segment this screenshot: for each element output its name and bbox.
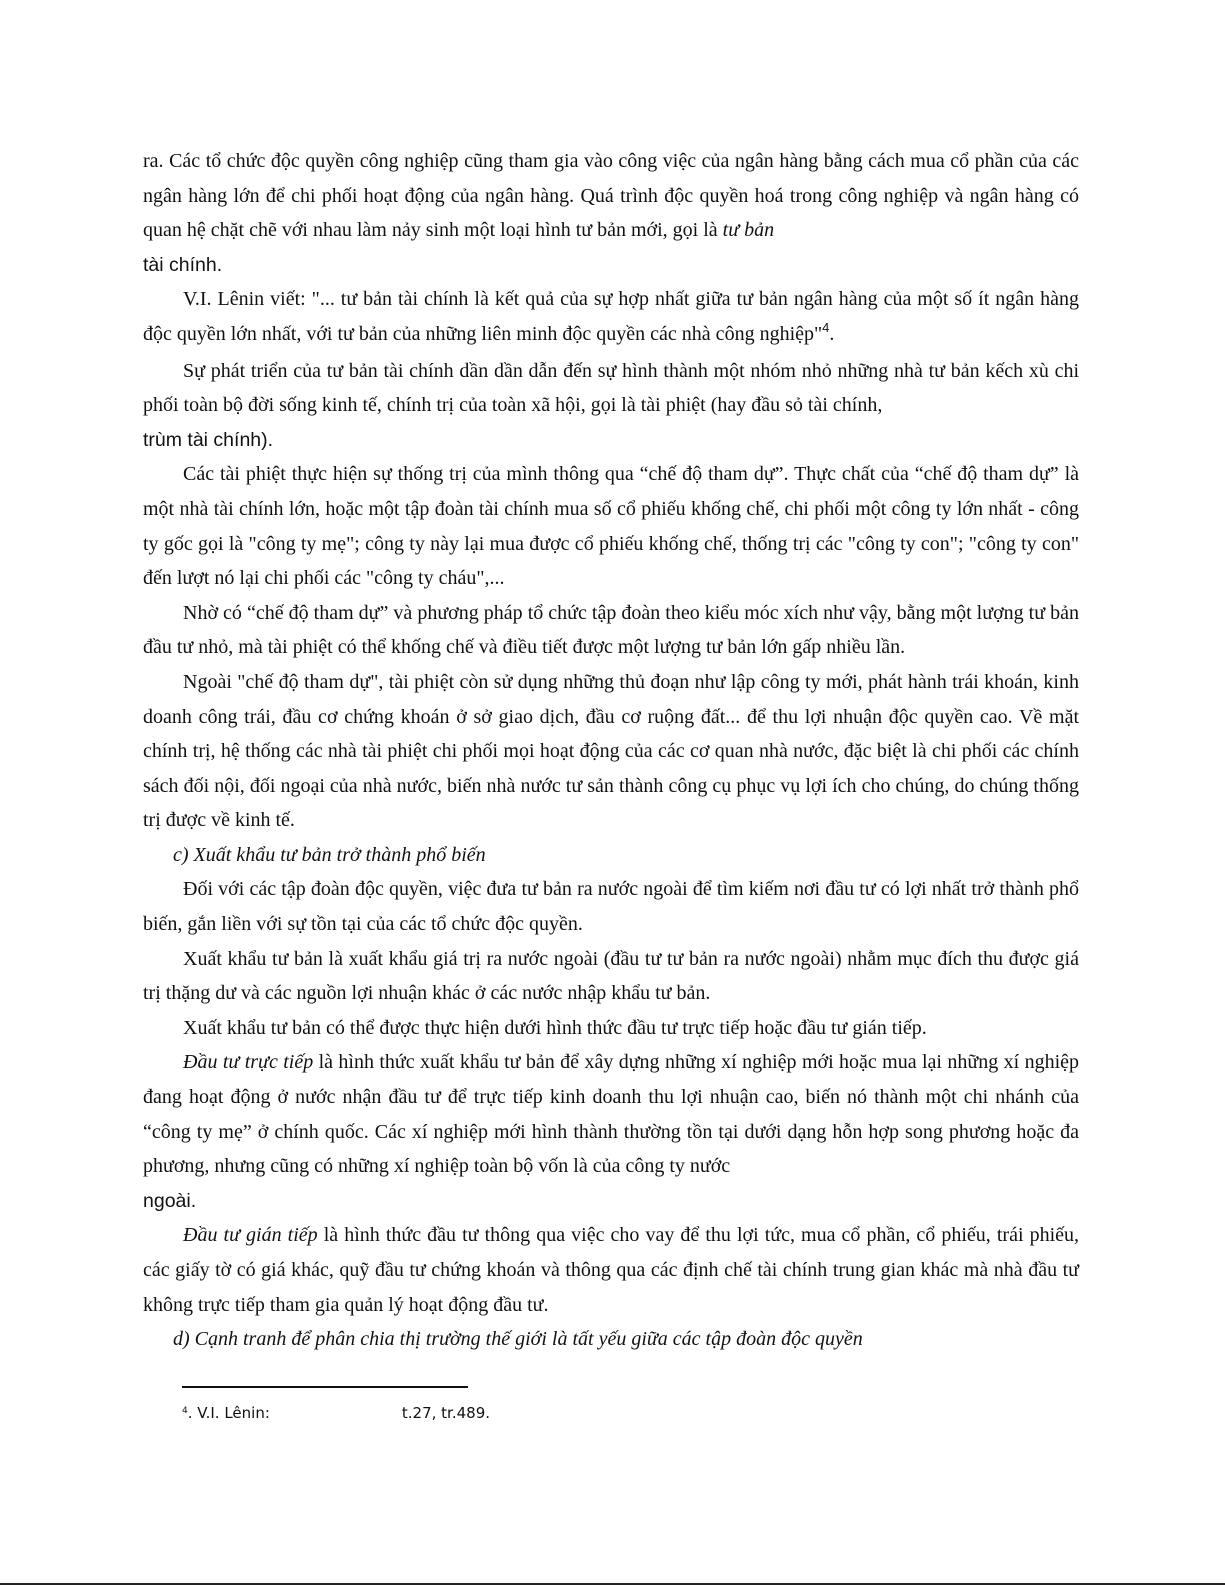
paragraph-7: Đối với các tập đoàn độc quyền, việc đưa tư bản ra nước ngoài để tìm kiếm nơi đầu tư có lợi nhất trở thành phổ biến, gắn liền với sự tồn tại của các tổ chức độc quyền. [143,878,1079,936]
paragraph-1: ra. Các tổ chức độc quyền công nghiệp cũng tham gia vào công việc của ngân hàng bằng cách mua cổ phần của các ngân hàng lớn để chi phối hoạt động của ngân hàng. Quá trình độc quyền hoá trong công nghiệp và ngân hàng có quan hệ chặt chẽ với nhau làm nảy sinh một loại hình tư bản mới, gọi là tư bản tài chính. [143,150,1079,276]
paragraph-8: Xuất khẩu tư bản là xuất khẩu giá trị ra nước ngoài (đầu tư tư bản ra nước ngoài) nhằm mục đích thu được giá trị thặng dư và các nguồn lợi nhuận khác ở các nước nhập khẩu tư bản. [143,947,1079,1005]
paragraph-5: Nhờ có “chế độ tham dự” và phương pháp tổ chức tập đoàn theo kiểu móc xích như vậy, bằng một lượng tư bản đầu tư nhỏ, mà tài phiệt có thể khống chế và điều tiết được một lượng tư bản lớn gấp nhiều lần. [143,601,1079,659]
paragraph-6: Ngoài "chế độ tham dự", tài phiệt còn sử dụng những thủ đoạn như lập công ty mới, phát hành trái khoán, kinh doanh công trái, đầu cơ chứng khoán ở sở giao dịch, đầu cơ ruộng đất... để thu lợi nhuận độc quyền cao. Về mặt chính trị, hệ thống các nhà tài phiệt chi phối mọi hoạt động của các cơ quan nhà nước, đặc biệt là chi phối các chính sách đối nội, đối ngoại của nhà nước, biến nhà nước tư sản thành công cụ phục vụ lợi ích cho chúng, do chúng thống trị được về kinh tế. [143,670,1079,832]
footnote [182,1402,782,1427]
paragraph-3: Sự phát triển của tư bản tài chính dần dần dẫn đến sự hình thành một nhóm nhỏ những nhà tư bản kếch xù chi phối toàn bộ đời sống kinh tế, chính trị của toàn xã hội, gọi là tài phiệt (hay đầu sỏ tài chính, trùm tài chính). [143,359,1079,451]
footnote-author: . V.I. Lênin: [187,1404,270,1422]
footnote-ref-text: t.27, tr.489. [401,1404,491,1422]
term-indirect-investment: Đầu tư gián tiếp [183,1224,318,1247]
heading-c: c) Xuất khẩu tư bản trở thành phổ biến [173,843,486,866]
footnote-mark: 4 [182,1406,188,1416]
document-body [143,144,1079,1357]
term-direct-investment: Đầu tư trực tiếp [183,1051,314,1074]
term-finance-capital: tư bản [722,219,775,242]
footnote-ref[interactable]: 4 [822,319,830,335]
heading-d: d) Cạnh tranh để phân chia thị trường thế giới là tất yếu giữa các tập đoàn độc quyền [173,1328,863,1351]
paragraph-9: Xuất khẩu tư bản có thể được thực hiện dưới hình thức đầu tư trực tiếp hoặc đầu tư gián tiếp. [183,1016,927,1039]
paragraph-10: Đầu tư trực tiếp là hình thức xuất khẩu tư bản để xây dựng những xí nghiệp mới hoặc mua lại những xí nghiệp đang hoạt động ở nước nhận đầu tư để trực tiếp kinh doanh thu lợi nhuận cao, biến nó thành một chi nhánh của “công ty mẹ” ở chính quốc. Các xí nghiệp mới hình thành thường tồn tại dưới dạng hỗn hợp song phương hoặc đa phương, nhưng cũng có những xí nghiệp toàn bộ vốn là của công ty nước ngoài. [143,1051,1079,1212]
paragraph-lenin-quote: V.I. Lênin viết: "... tư bản tài chính là kết quả của sự hợp nhất giữa tư bản ngân hàng của một số ít ngân hàng độc quyền lớn nhất, với tư bản của những liên minh độc quyền các nhà công nghiệp"$^4$. [143,288,1079,345]
paragraph-11: Đầu tư gián tiếp là hình thức đầu tư thông qua việc cho vay để thu lợi tức, mua cổ phần, cổ phiếu, trái phiếu, các giấy tờ có giá khác, quỹ đầu tư chứng khoán và thông qua các định chế tài chính trung gian khác mà nhà đầu tư không trực tiếp tham gia quản lý hoạt động đầu tư. [143,1224,1079,1316]
paragraph-4: Các tài phiệt thực hiện sự thống trị của mình thông qua “chế độ tham dự”. Thực chất của “chế độ tham dự” là một nhà tài chính lớn, hoặc một tập đoàn tài chính mua số cổ phiếu khống chế, chi phối một công ty lớn nhất - công ty gốc gọi là "công ty mẹ"; công ty này lại mua được cổ phiếu khống chế, thống trị các "công ty con"; "công ty con" đến lượt nó lại chi phối các "công ty cháu",... [143,463,1079,590]
footnote-divider [182,1386,468,1388]
